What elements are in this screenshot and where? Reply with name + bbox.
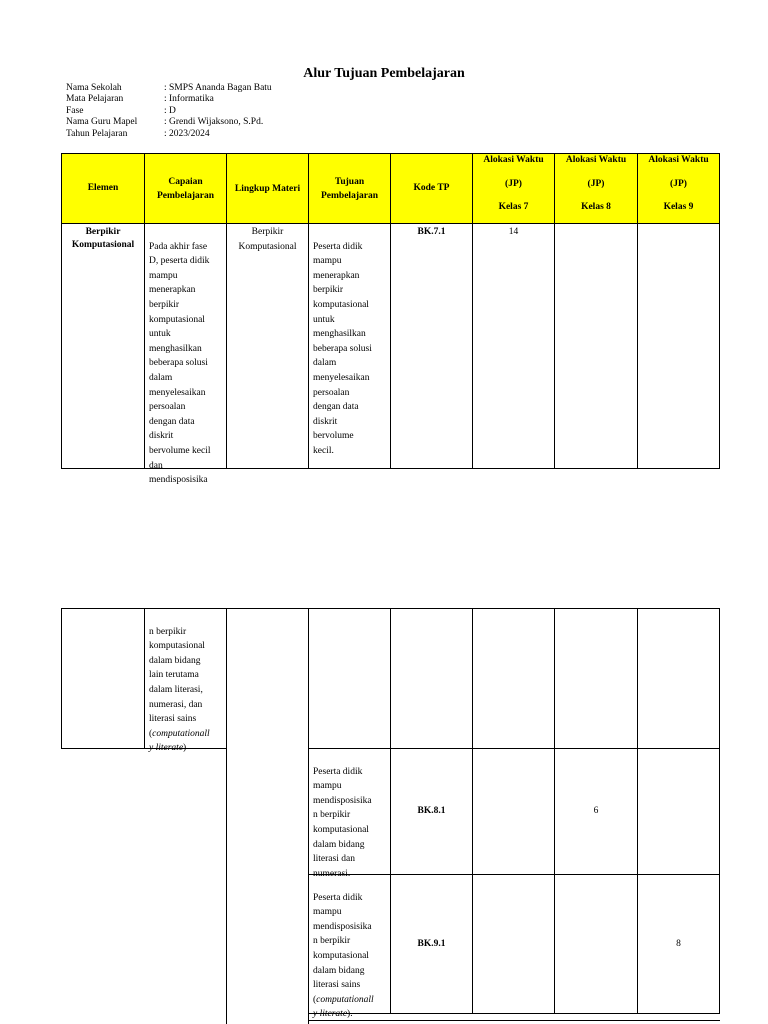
kelas7-label: Kelas 7: [498, 202, 529, 212]
alokasi-label: Alokasi Waktu: [483, 155, 544, 165]
lingkup-text: Berpikir Komputasional: [238, 227, 297, 252]
header-lingkup: [226, 153, 309, 224]
cell-kelas8-row2: [554, 748, 638, 875]
info-label: Fase: [66, 105, 84, 116]
page-title: Alur Tujuan Pembelajaran: [303, 66, 465, 81]
info-value: : 2023/2024: [164, 129, 210, 140]
cell-kelas8-cont: [554, 608, 638, 749]
header-tujuan: [308, 153, 391, 224]
jp-label: (JP): [670, 179, 687, 189]
cell-elemen: [61, 223, 145, 469]
cell-tujuan-row3: [308, 874, 391, 1020]
cell-kode-cont: [390, 608, 473, 749]
info-block: [66, 83, 272, 140]
jp-label: (JP): [587, 179, 605, 189]
header-alokasi-kelas7: [472, 153, 555, 224]
cell-tujuan-cont: [308, 608, 391, 749]
cell-capaian-cont: [144, 608, 227, 754]
header-capaian: [144, 153, 227, 224]
cell-kode: [390, 223, 473, 469]
info-value: : Informatika: [164, 94, 214, 105]
info-row: [66, 94, 272, 105]
elemen-text: Berpikir Komputasional: [71, 227, 135, 250]
header-alokasi-kelas8: [554, 153, 638, 224]
cell-kelas8: [554, 223, 638, 469]
next-row-border: [308, 1020, 720, 1021]
cell-kelas7-row2: [472, 748, 555, 875]
cell-kode-row3: [390, 874, 473, 1014]
header-capaian-label: Capaian Pembelajaran: [157, 176, 214, 201]
info-row: [66, 83, 272, 94]
info-value: : SMPS Ananda Bagan Batu: [164, 83, 272, 94]
cell-lingkup: [226, 223, 309, 469]
header-tujuan-label: Tujuan Pembelajaran: [321, 176, 378, 201]
kelas8-label: Kelas 8: [581, 202, 611, 212]
header-lingkup-label: Lingkup Materi: [234, 183, 301, 194]
kelas7-value: 14: [508, 227, 519, 237]
kelas9-row3-value: 8: [676, 938, 681, 949]
kode-text: BK.7.1: [417, 227, 446, 237]
cell-kelas7: [472, 223, 555, 469]
kode-row2-text: BK.8.1: [417, 806, 446, 817]
header-alokasi-kelas9: [637, 153, 720, 224]
kelas8-row2-value: 6: [593, 806, 599, 817]
tujuan-text: Peserta didik mampu menerapkan berpikir komputasional untuk menghasilkan beberapa solusi dalam menyelesaikan persoalan dengan data diskrit bervolume kecil.: [313, 241, 372, 456]
info-label: Nama Sekolah: [66, 83, 122, 93]
capaian-text: Pada akhir fase D, peserta didik mampu menerapkan berpikir komputasional untuk menghasilkan beberapa solusi dalam menyelesaikan persoalan dengan data diskrit bervolume kecil dan mendisposisika: [149, 241, 211, 486]
tujuan-row3-italic: computationall y literate: [313, 994, 374, 1020]
info-label: Nama Guru Mapel: [66, 117, 138, 128]
cell-kode-row2: [390, 748, 473, 875]
cell-kelas9: [637, 223, 720, 469]
alokasi-label: Alokasi Waktu: [565, 155, 627, 165]
cell-kelas7-cont: [472, 608, 555, 749]
header-kode-label: Kode TP: [413, 183, 450, 194]
cell-kelas9-row2: [637, 748, 720, 875]
info-label: Mata Pelajaran: [66, 94, 124, 105]
cell-kelas8-row3: [554, 874, 638, 1014]
kode-row3-text: BK.9.1: [417, 938, 446, 949]
info-row: [66, 117, 272, 128]
cell-kelas9-row3: [637, 874, 720, 1014]
info-row: [66, 129, 272, 140]
cell-elemen-cont: [61, 608, 145, 749]
header-elemen: [61, 153, 145, 224]
info-value: : Grendi Wijaksono, S.Pd.: [164, 117, 263, 128]
kelas9-label: Kelas 9: [663, 202, 694, 212]
header-kode: [390, 153, 473, 224]
capaian-cont-italic: computationall y literate: [149, 728, 210, 754]
info-label: Tahun Pelajaran: [66, 128, 128, 139]
tujuan-row3-text: Peserta didik mampu mendisposisika n berpikir komputasional dalam bidang literasi sains (: [313, 892, 372, 1005]
header-elemen-label: Elemen: [87, 183, 119, 194]
tujuan-row3-close: ).: [347, 1009, 353, 1020]
info-row: [66, 106, 272, 117]
capaian-cont-text: n berpikir komputasional dalam bidang lain terutama dalam literasi, numerasi, dan literasi sains (: [149, 626, 205, 739]
info-value: : D: [164, 106, 176, 117]
cell-tujuan-row2: [308, 748, 391, 879]
tujuan-row2-text: Peserta didik mampu mendisposisika n berpikir komputasional dalam bidang literasi dan numerasi.: [313, 766, 372, 879]
alokasi-label: Alokasi Waktu: [648, 155, 709, 165]
capaian-cont-close: ): [183, 743, 187, 754]
lingkup-border-top: [226, 608, 309, 609]
cell-tujuan: [308, 223, 391, 469]
jp-label: (JP): [505, 179, 522, 189]
cell-kelas9-cont: [637, 608, 720, 749]
cell-capaian: [144, 223, 227, 486]
cell-kelas7-row3: [472, 874, 555, 1014]
lingkup-border-left: [226, 608, 227, 1024]
